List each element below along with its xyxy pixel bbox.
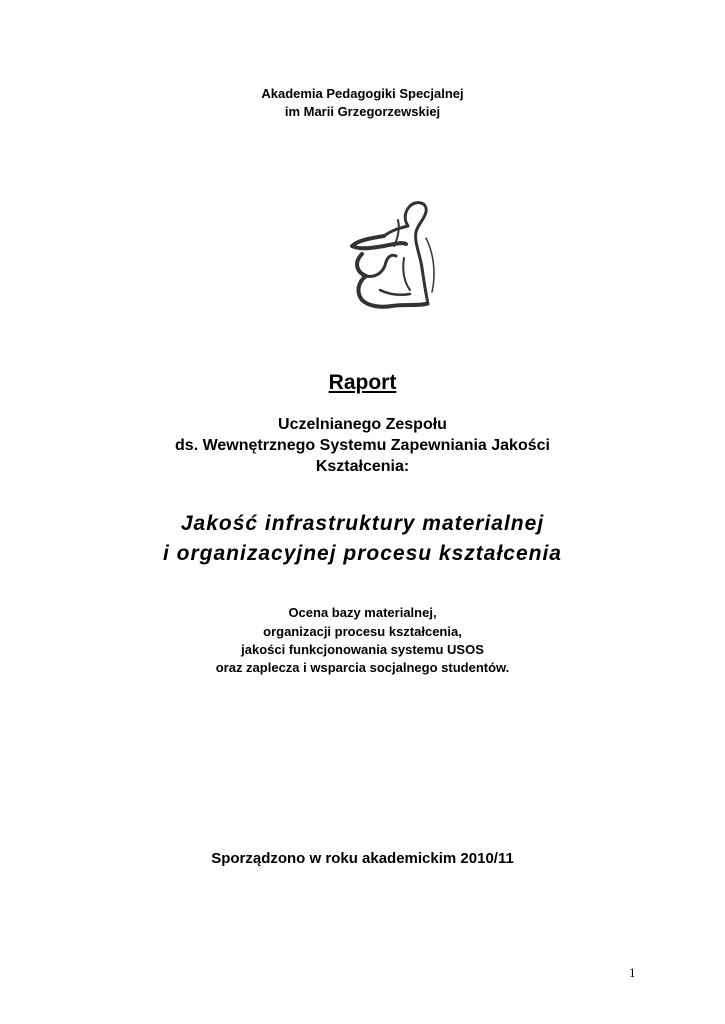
prepared-statement: Sporządzono w roku akademickim 2010/11 — [211, 850, 514, 867]
institution-name: Akademia Pedagogiki Specjalnej — [261, 86, 464, 101]
page-number: 1 — [629, 965, 636, 980]
description-line-2: organizacji procesu kształcenia, — [263, 624, 462, 639]
institution-logo-icon — [340, 198, 440, 318]
committee-line-3: Kształcenia: — [315, 458, 410, 475]
description-line-3: jakości funkcjonowania systemu USOS — [241, 642, 484, 657]
description-line-1: Ocena bazy materialnej, — [288, 605, 437, 620]
report-heading: Raport — [328, 371, 397, 394]
committee-line-1: Uczelnianego Zespołu — [278, 416, 447, 433]
committee-line-2: ds. Wewnętrznego Systemu Zapewniania Jakości — [175, 437, 550, 454]
report-title-line-2: i organizacyjnej procesu kształcenia — [163, 542, 562, 565]
report-title-line-1: Jakość infrastruktury materialnej — [180, 512, 545, 535]
institution-patron: im Marii Grzegorzewskiej — [284, 104, 441, 119]
description-line-4: oraz zaplecza i wsparcia socjalnego studentów. — [215, 660, 510, 675]
